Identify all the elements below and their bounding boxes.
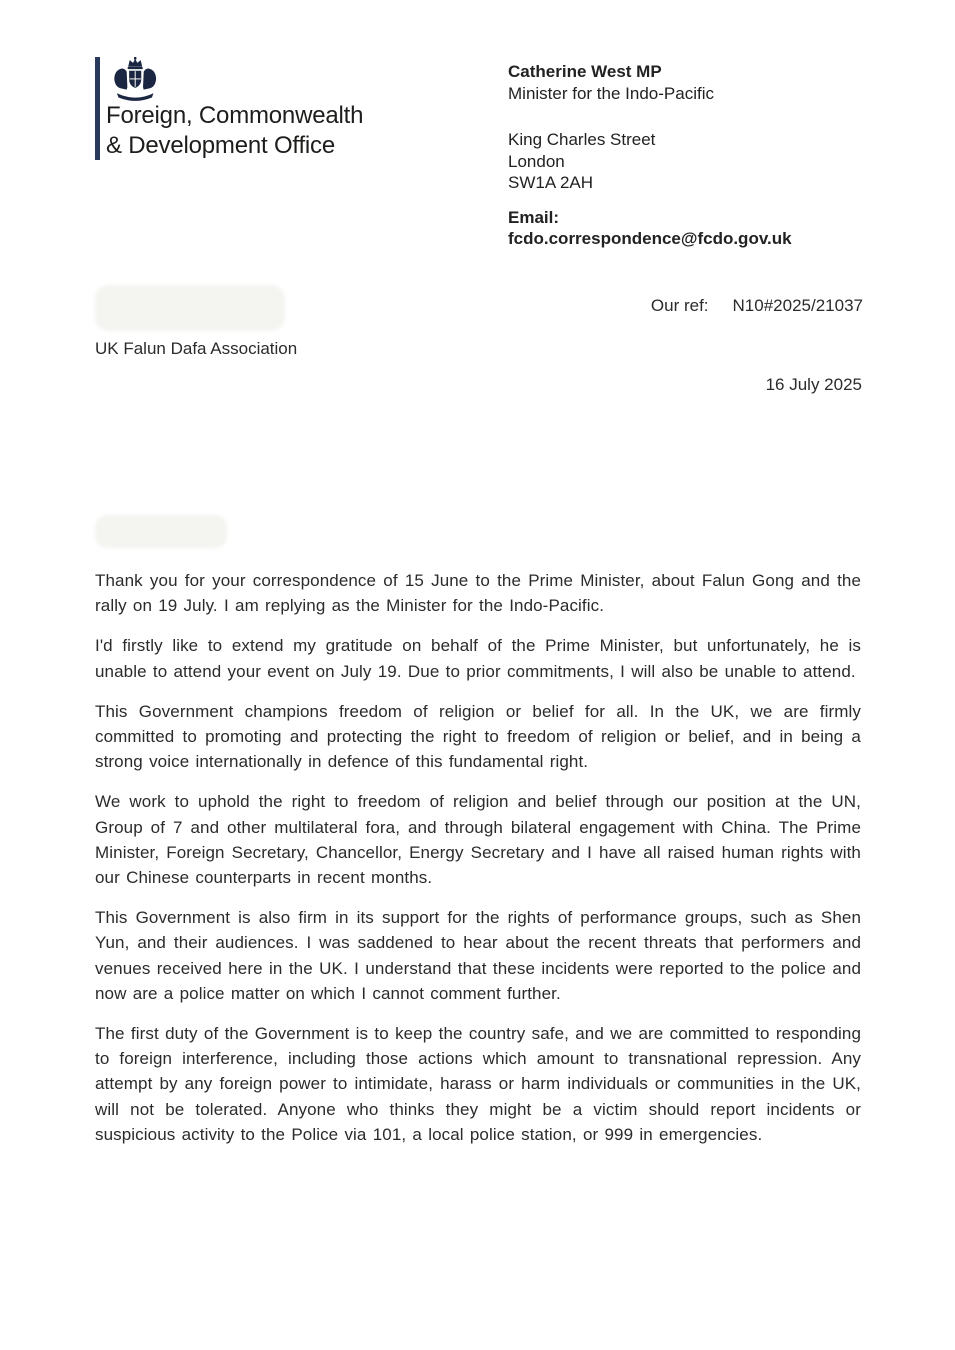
- redacted-salutation: [95, 515, 227, 548]
- email-label: Email:: [508, 207, 560, 227]
- body-paragraph: This Government champions freedom of religion or belief for all. In the UK, we are firmly committed to promoting and protecting the right to freedom of religion or belief, and in being a strong voice internationally in defence of this fundamental right.: [95, 701, 861, 772]
- royal-coat-of-arms-icon: [109, 57, 161, 102]
- letter-date: 16 July 2025: [765, 375, 862, 394]
- our-ref-row: [651, 296, 863, 316]
- department-name-line2: & Development Office: [106, 132, 336, 159]
- redacted-recipient-block: [95, 285, 285, 331]
- fcdo-logo: [95, 57, 425, 162]
- sender-name: Catherine West MP: [508, 62, 662, 81]
- body-paragraph: Thank you for your correspondence of 15 June to the Prime Minister, about Falun Gong and the rally on 19 July. I am replying as the Minister for the Indo-Pacific.: [95, 571, 861, 616]
- body-paragraph: The first duty of the Government is to keep the country safe, and we are committed to responding to foreign interference, including those actions which amount to transnational repression. Any attempt by any foreign power to intimidate, harass or harm individuals or communities in the UK, will not be tolerated. Anyone who thinks they might be a victim should report incidents or suspicious activity to the Police via 101, a local police station, or 999 in emergencies.: [95, 1024, 861, 1144]
- sender-title: Minister for the Indo-Pacific: [508, 83, 714, 103]
- body-paragraph: We work to uphold the right to freedom of religion and belief through our position at the UN, Group of 7 and other multilateral fora, and through bilateral engagement with China. The Prime Minister, Foreign Secretary, Chancellor, Energy Secretary and I have all raised human rights with our Chinese counterparts in recent months.: [95, 792, 861, 888]
- our-ref-value: N10#2025/21037: [732, 296, 863, 315]
- sender-address-line1: King Charles Street: [508, 130, 656, 149]
- department-name: [106, 101, 363, 161]
- recipient-name: UK Falun Dafa Association: [95, 339, 298, 358]
- department-name-line1: Foreign, Commonwealth: [106, 102, 364, 129]
- body-paragraph: I'd firstly like to extend my gratitude on behalf of the Prime Minister, but unfortunately, he is unable to attend your event on July 19. Due to prior commitments, I will also be unable to attend.: [95, 636, 861, 681]
- sender-address-line2: London: [508, 151, 565, 171]
- sender-contact-block: [508, 61, 878, 250]
- letter-body: [95, 568, 861, 1147]
- email-address: fcdo.correspondence@fcdo.gov.uk: [508, 229, 792, 248]
- our-ref-label: Our ref:: [650, 296, 709, 315]
- logo-bar: [95, 57, 100, 160]
- body-paragraph: This Government is also firm in its support for the rights of performance groups, such as Shen Yun, and their audiences. I was saddened to hear about the recent threats that performers and venues received here in the UK. I understand that these incidents were reported to the police and now are a police matter on which I cannot comment further.: [95, 908, 861, 1003]
- sender-address-line3: SW1A 2AH: [508, 173, 594, 192]
